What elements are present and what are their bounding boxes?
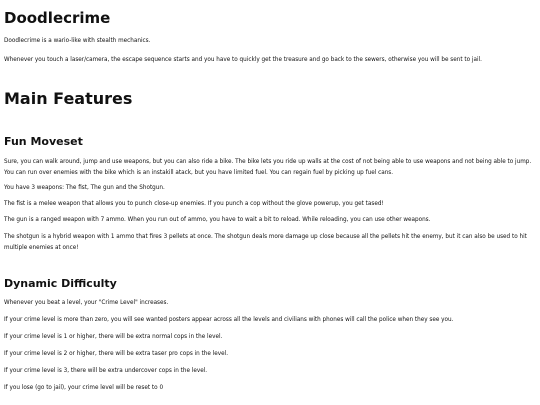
intro-paragraph: Whenever you touch a laser/camera, the escape sequence starts and you have to quickly get the treasure and go back to the sewers, otherwise you will be sent to jail.	[4, 57, 482, 63]
difficulty-paragraph: If your crime level is more than zero, you will see wanted posters appear across all the levels and civilians with phones will call the police when they see you.	[4, 317, 454, 323]
difficulty-paragraph: If your crime level is 1 or higher, there will be extra normal cops in the level.	[4, 334, 223, 340]
difficulty-paragraph: Whenever you beat a level, your "Crime Level" increases.	[4, 300, 169, 306]
moveset-paragraph: The gun is a ranged weapon with 7 ammo. When you run out of ammo, you have to wait a bit to reload. While reloading, you can use other weapons.	[4, 217, 431, 223]
difficulty-paragraph: If you lose (go to jail), your crime level will be reset to 0	[4, 385, 164, 391]
difficulty-paragraph: If your crime level is 3, there will be extra undercover cops in the level.	[4, 368, 208, 374]
moveset-paragraph: The fist is a melee weapon that allows you to punch close-up enemies. If you punch a cop without the glove powerup, you get tased!	[4, 201, 384, 207]
page-title: Doodlecrime	[4, 9, 111, 27]
moveset-heading: Fun Moveset	[4, 135, 83, 148]
moveset-paragraph: The shotgun is a hybrid weapon with 1 ammo that fires 3 pellets at once. The shotgun deals more damage up close because all the pellets hit the enemy, but it can also be used to hit multiple enemies at once!	[4, 234, 527, 251]
moveset-paragraph: Sure, you can walk around, jump and use weapons, but you can also ride a bike. The bike lets you ride up walls at the cost of not being able to use weapons and not being able to jump. You can run over enemies with the bike which is an instakill atack, but you have limited fuel. You can regain fuel by picking up fuel cans.	[4, 159, 532, 176]
moveset-paragraph: You have 3 weapons: The fist, The gun and the Shotgun.	[4, 185, 165, 191]
difficulty-heading: Dynamic Difficulty	[4, 277, 117, 290]
difficulty-paragraph: If your crime level is 2 or higher, there will be extra taser pro cops in the level.	[4, 351, 229, 357]
main-features-heading: Main Features	[4, 89, 133, 108]
intro-paragraph: Doodlecrime is a wario-like with stealth mechanics.	[4, 38, 151, 44]
